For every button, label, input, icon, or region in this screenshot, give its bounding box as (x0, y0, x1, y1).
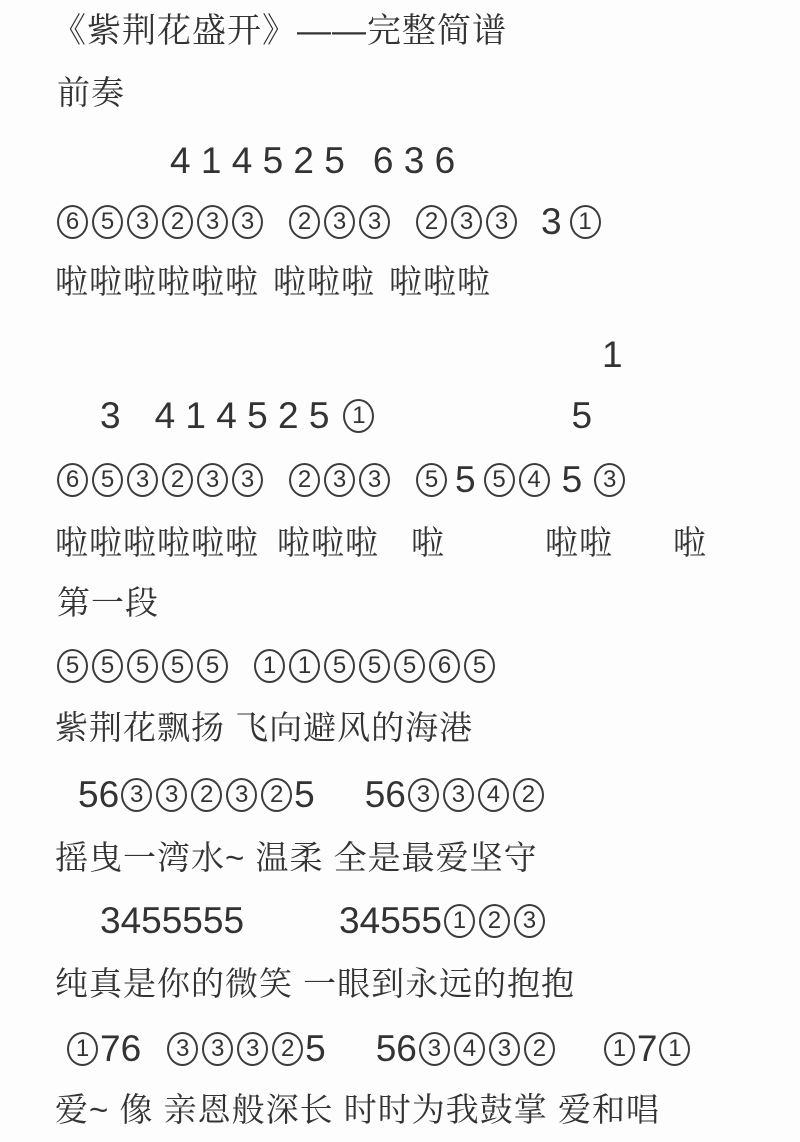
plain-note: 6 3 6 (372, 140, 456, 181)
spacer (519, 221, 541, 222)
notation-line-5 (55, 649, 497, 683)
circled-note: 5 (394, 649, 425, 683)
circled-note: 3 (419, 1032, 450, 1066)
spacer (375, 281, 389, 282)
circled-note: 5 (162, 649, 193, 683)
notation-line-3-upper-octave (602, 336, 623, 373)
circled-note: 3 (451, 205, 482, 239)
circled-note: 6 (429, 649, 460, 683)
plain-note: 4 1 4 5 2 5 (154, 395, 330, 436)
circled-note: 1 (67, 1032, 98, 1066)
spacer (265, 221, 287, 222)
text-label: 爱~ 像 亲恩般深长 时时为我鼓掌 爱和唱 (55, 1091, 660, 1128)
circled-note: 2 (416, 205, 447, 239)
notation-line-3 (100, 397, 592, 434)
circled-note: 2 (479, 904, 510, 938)
circled-note: 5 (484, 463, 515, 497)
plain-note: 5 (571, 395, 593, 436)
text-label: 《紫荆花盛开》——完整简谱 (52, 12, 507, 50)
circled-note: 3 (127, 205, 158, 239)
plain-note: 1 (602, 334, 623, 375)
circled-note: 3 (324, 463, 355, 497)
text-label: 啦啦啦 (389, 263, 491, 300)
plain-note: 5 (294, 774, 315, 815)
circled-note: 2 (513, 778, 544, 812)
circled-note: 2 (261, 778, 292, 812)
circled-note: 5 (92, 463, 123, 497)
spacer (445, 542, 545, 543)
circled-note: 2 (191, 778, 222, 812)
circled-note: 5 (57, 649, 88, 683)
plain-note: 56 (78, 774, 120, 815)
spacer (244, 920, 339, 921)
spacer (259, 542, 277, 543)
circled-note: 6 (57, 205, 88, 239)
circled-note: 3 (359, 205, 390, 239)
spacer (582, 479, 592, 480)
circled-note: 1 (289, 649, 320, 683)
lyric-line-3 (55, 711, 473, 744)
circled-note: 3 (324, 205, 355, 239)
plain-note: 3 (100, 395, 121, 436)
spacer (376, 415, 571, 416)
circled-note: 5 (324, 649, 355, 683)
circled-note: 3 (594, 463, 625, 497)
circled-note: 1 (343, 399, 374, 433)
plain-note: 76 (100, 1028, 142, 1069)
text-label: 啦啦啦啦啦啦 (55, 263, 259, 300)
circled-note: 4 (454, 1032, 485, 1066)
text-label: 第一段 (57, 584, 159, 621)
circled-note: 5 (416, 463, 447, 497)
circled-note: 1 (444, 904, 475, 938)
spacer (259, 281, 273, 282)
text-label: 前奏 (57, 74, 125, 111)
circled-note: 3 (486, 205, 517, 239)
spacer (562, 221, 568, 222)
text-label: 啦 (673, 524, 707, 561)
plain-note: 3 (541, 201, 562, 242)
spacer (326, 1048, 376, 1049)
text-label: 啦啦啦 (277, 524, 379, 561)
lyric-line-4 (55, 841, 538, 874)
circled-note: 5 (92, 649, 123, 683)
section-label-prelude (57, 76, 125, 109)
text-label: 摇曳一湾水~ 温柔 全是最爱坚守 (55, 839, 538, 876)
circled-note: 3 (202, 1032, 233, 1066)
circled-note: 1 (570, 205, 601, 239)
circled-note: 3 (408, 778, 439, 812)
circled-note: 3 (197, 463, 228, 497)
spacer (329, 415, 341, 416)
circled-note: 2 (272, 1032, 303, 1066)
spacer (345, 160, 373, 161)
circled-note: 3 (121, 778, 152, 812)
text-label: 纯真是你的微笑 一眼到永远的抱抱 (55, 965, 576, 1002)
lyric-line-6 (55, 1093, 660, 1126)
circled-note: 5 (127, 649, 158, 683)
circled-note: 5 (359, 649, 390, 683)
plain-note: 3455555 (100, 900, 245, 941)
circled-note: 3 (232, 463, 263, 497)
circled-note: 3 (197, 205, 228, 239)
spacer (613, 542, 673, 543)
circled-note: 5 (197, 649, 228, 683)
circled-note: 4 (519, 463, 550, 497)
circled-note: 6 (57, 463, 88, 497)
plain-note: 5 (455, 459, 476, 500)
plain-note: 7 (636, 1028, 658, 1069)
circled-note: 1 (659, 1032, 690, 1066)
text-label: 啦 (411, 524, 445, 561)
text-label: 啦啦 (545, 524, 613, 561)
circled-note: 2 (524, 1032, 555, 1066)
spacer (552, 479, 562, 480)
lyric-line-2 (55, 526, 707, 559)
spacer (392, 479, 414, 480)
plain-note: 5 (561, 459, 583, 500)
circled-note: 3 (127, 463, 158, 497)
spacer (392, 221, 414, 222)
circled-note: 2 (162, 205, 193, 239)
circled-note: 3 (359, 463, 390, 497)
plain-note: 34555 (339, 900, 442, 941)
plain-note: 56 (364, 774, 406, 815)
notation-line-7 (100, 902, 547, 939)
notation-line-8 (65, 1030, 692, 1067)
circled-note: 1 (604, 1032, 635, 1066)
circled-note: 3 (167, 1032, 198, 1066)
notation-line-6 (78, 776, 546, 813)
lyric-line-5 (55, 967, 575, 1000)
circled-note: 2 (289, 463, 320, 497)
circled-note: 5 (92, 205, 123, 239)
circled-note: 2 (162, 463, 193, 497)
text-label: 啦啦啦啦啦啦 (55, 524, 259, 561)
circled-note: 1 (254, 649, 285, 683)
plain-note: 4 1 4 5 2 5 (170, 140, 345, 181)
circled-note: 4 (478, 778, 509, 812)
text-label: 紫荆花飘扬 飞向避风的海港 (55, 709, 474, 746)
spacer (265, 479, 287, 480)
spacer (379, 542, 411, 543)
circled-note: 5 (464, 649, 495, 683)
circled-note: 3 (156, 778, 187, 812)
plain-note: 56 (375, 1028, 417, 1069)
circled-note: 2 (289, 205, 320, 239)
circled-note: 3 (489, 1032, 520, 1066)
plain-note: 5 (305, 1028, 326, 1069)
spacer (121, 415, 155, 416)
notation-line-2 (55, 203, 603, 240)
circled-note: 3 (237, 1032, 268, 1066)
circled-note: 3 (514, 904, 545, 938)
section-label-verse-1 (57, 586, 159, 619)
spacer (557, 1048, 602, 1049)
lyric-line-1 (55, 265, 491, 298)
spacer (315, 794, 365, 795)
spacer (476, 479, 482, 480)
notation-line-4 (55, 461, 627, 498)
circled-note: 3 (443, 778, 474, 812)
spacer (141, 1048, 165, 1049)
spacer (230, 666, 252, 667)
text-label: 啦啦啦 (273, 263, 375, 300)
song-title (52, 14, 507, 48)
notation-line-1 (170, 142, 455, 179)
circled-note: 3 (232, 205, 263, 239)
circled-note: 3 (226, 778, 257, 812)
